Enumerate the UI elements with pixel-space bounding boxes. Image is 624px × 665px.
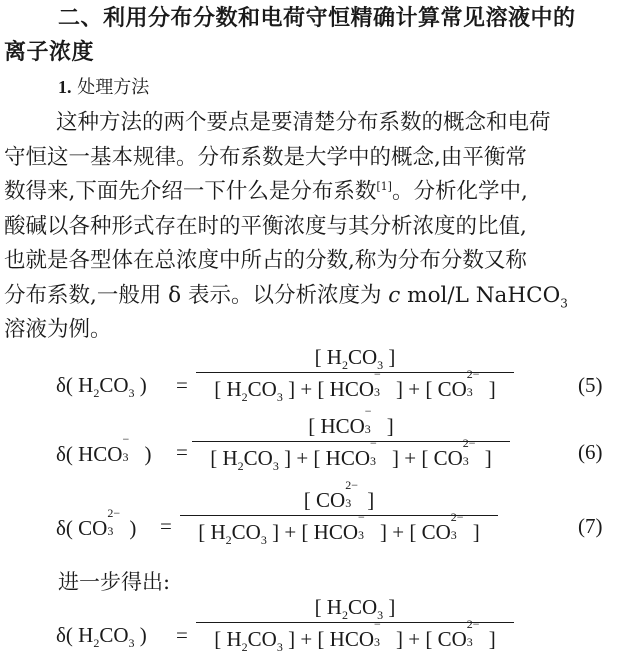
citation-ref[interactable]: [1]	[376, 179, 392, 193]
body-paragraph	[4, 106, 616, 348]
equals-sign: =	[160, 514, 172, 538]
heading-line-1: 二、利用分布分数和电荷守恒精确计算常见溶液中的	[58, 6, 576, 31]
paragraph-text: 数得来,下面先介绍一下什么是分布系数	[4, 179, 377, 204]
fraction-denominator: [ $H_2CO_3$ ] + [ HCO − 3 ] + [ CO 2− 3 ]	[210, 436, 492, 474]
fraction	[180, 478, 498, 548]
further-text: 进一步得出:	[58, 570, 171, 594]
subsection-number: 1.	[58, 77, 72, 97]
fraction-denominator: [ $H_2CO_3$ ] + [ HCO − 3 ] + [ CO 2− 3 ]	[214, 617, 496, 655]
paragraph-line: 酸碱以各种形式存在时的平衡浓度与其分析浓度的比值,	[4, 213, 527, 239]
subsection-title: 处理方法	[77, 77, 150, 98]
equation-number: (5)	[578, 373, 603, 397]
fraction-numerator: [ HCO − 3 ]	[308, 404, 394, 438]
paragraph-line	[4, 175, 616, 210]
paragraph-text: 。分析化学中,	[391, 179, 528, 204]
fraction-numerator: [ $H_2CO_3$ ]	[314, 595, 396, 623]
section-heading	[4, 2, 618, 70]
paragraph-text: 分布系数,一般用 δ 表示。以分析浓度为	[4, 282, 389, 308]
equation-lhs: δ( $H_2CO_3$ )	[56, 623, 147, 651]
paragraph-line: 溶液为例。	[4, 317, 112, 342]
equation-lhs: δ( CO 2− 3 )	[56, 506, 137, 540]
fraction	[196, 595, 514, 655]
fraction	[196, 345, 514, 405]
equation-lhs: δ( HCO − 3 )	[56, 432, 152, 466]
paragraph-line: 也就是各型体在总浓度中所占的分数,称为分布分数又称	[4, 248, 527, 273]
paragraph-line: 守恒这一基本规律。分布系数是大学中的概念,由平衡常	[4, 144, 527, 170]
fraction-numerator: [ $H_2CO_3$ ]	[314, 345, 396, 373]
fraction-denominator: [ $H_2CO_3$ ] + [ HCO − 3 ] + [ CO 2− 3 ]	[198, 510, 480, 548]
paragraph-line	[4, 279, 616, 314]
equation-number: (7)	[578, 514, 603, 538]
subsection-heading	[58, 74, 149, 101]
equation-number: (6)	[578, 440, 603, 464]
equals-sign: =	[176, 373, 188, 397]
heading-line-2: 离子浓度	[4, 40, 95, 65]
paragraph-text: mol/L NaHCO	[400, 282, 561, 308]
equation-lhs: δ( $H_2CO_3$ )	[56, 373, 147, 401]
concentration-symbol: c	[388, 282, 401, 308]
equals-sign: =	[176, 623, 188, 647]
paragraph-line: 这种方法的两个要点是要清楚分布系数的概念和电荷	[56, 110, 551, 135]
fraction-numerator: [ CO 2− 3 ]	[303, 478, 375, 512]
fraction	[192, 404, 510, 474]
subscript: 3	[560, 295, 568, 310]
fraction-denominator: [ $H_2CO_3$ ] + [ HCO − 3 ] + [ CO 2− 3 ]	[214, 367, 496, 405]
equals-sign: =	[176, 440, 188, 464]
